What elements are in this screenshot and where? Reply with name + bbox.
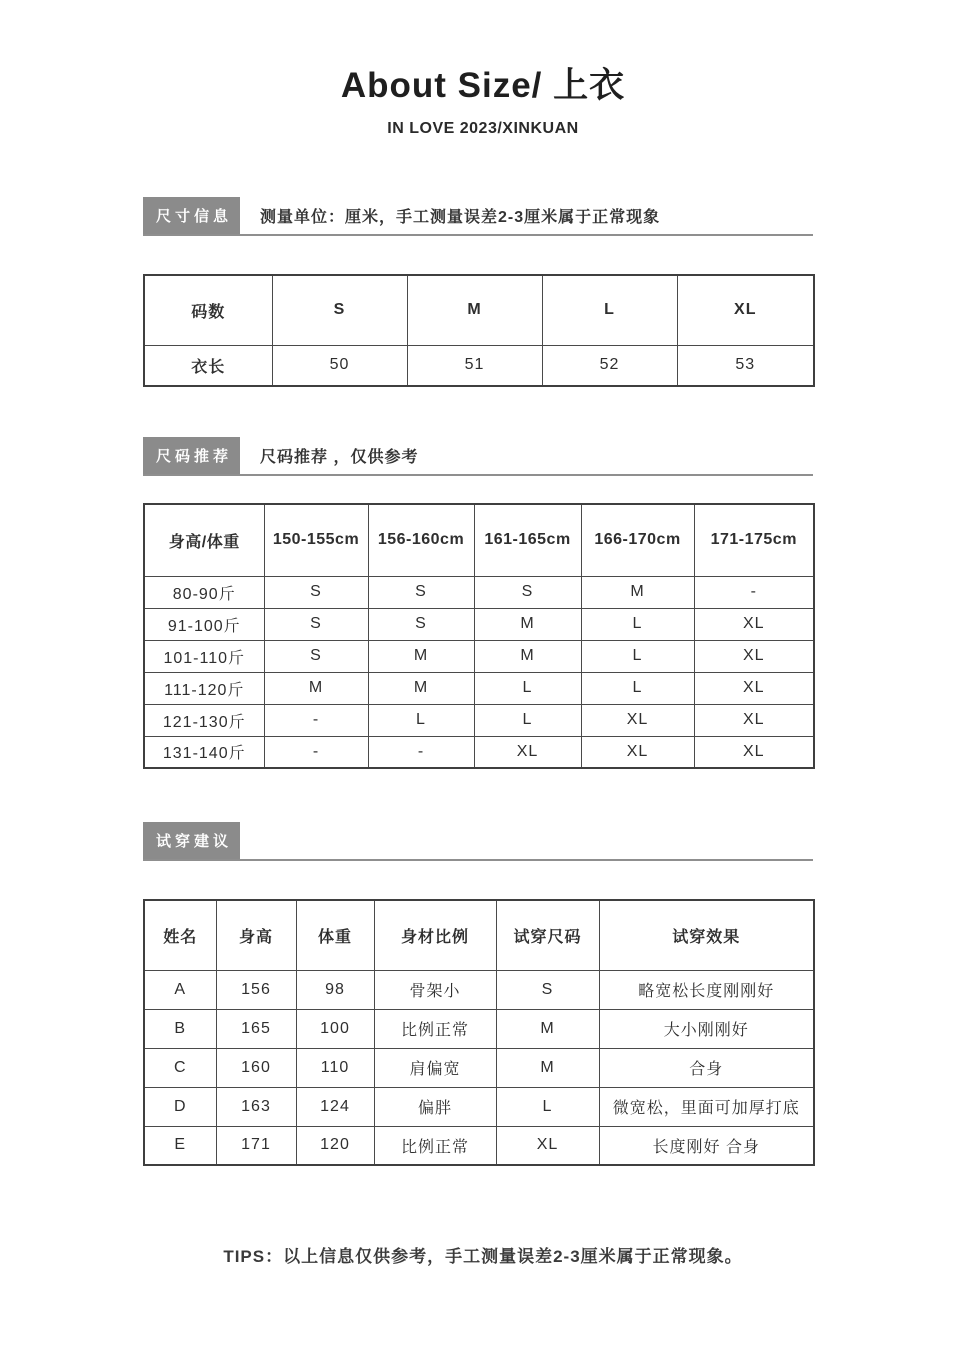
table-cell: S — [264, 576, 368, 608]
table-row — [144, 345, 814, 386]
table-cell: L — [581, 608, 694, 640]
table-cell: 肩偏宽 — [374, 1048, 496, 1087]
table-cell: 53 — [677, 345, 814, 386]
table-cell: M — [496, 1048, 599, 1087]
table-cell: XL — [474, 736, 581, 768]
table-cell: S — [496, 970, 599, 1009]
table-cell: M — [581, 576, 694, 608]
table-cell: 比例正常 — [374, 1126, 496, 1165]
table-cell: M — [496, 1009, 599, 1048]
column-header: S — [272, 275, 407, 345]
table-cell: M — [474, 640, 581, 672]
table-cell: 100 — [296, 1009, 374, 1048]
table-cell: 171 — [216, 1126, 296, 1165]
table-row — [144, 736, 814, 768]
column-header: 试穿尺码 — [496, 900, 599, 970]
size-recommend-note: 尺码推荐 ，仅供参考 — [260, 449, 419, 466]
row-label: 121-130斤 — [144, 704, 264, 736]
table-cell: 长度刚好 合身 — [599, 1126, 814, 1165]
table-cell: - — [264, 704, 368, 736]
header-row — [144, 504, 814, 576]
row-label: B — [144, 1009, 216, 1048]
table-row — [144, 1048, 814, 1087]
size-recommend-table — [143, 503, 815, 769]
table-cell: - — [694, 576, 814, 608]
table-cell: M — [368, 640, 474, 672]
table-cell: 163 — [216, 1087, 296, 1126]
table-cell: XL — [581, 736, 694, 768]
table-row — [144, 1126, 814, 1165]
size-recommend-badge: 尺码推荐 — [143, 437, 240, 474]
table-cell: M — [264, 672, 368, 704]
table-cell: XL — [694, 736, 814, 768]
column-header: 身高 — [216, 900, 296, 970]
table-row — [144, 640, 814, 672]
table-row — [144, 608, 814, 640]
row-label: A — [144, 970, 216, 1009]
table-cell: 156 — [216, 970, 296, 1009]
table-row — [144, 1009, 814, 1048]
column-header: 体重 — [296, 900, 374, 970]
table-cell: 124 — [296, 1087, 374, 1126]
section-fitting-advice — [143, 822, 813, 861]
row-label: 衣长 — [144, 345, 272, 386]
table-cell: XL — [694, 608, 814, 640]
table-cell: L — [474, 672, 581, 704]
table-cell: 骨架小 — [374, 970, 496, 1009]
table-cell: XL — [496, 1126, 599, 1165]
table-row — [144, 576, 814, 608]
table-cell: L — [474, 704, 581, 736]
column-header: 身高/体重 — [144, 504, 264, 576]
column-header: 161-165cm — [474, 504, 581, 576]
table-cell: 51 — [407, 345, 542, 386]
column-header: XL — [677, 275, 814, 345]
content-area — [143, 197, 813, 1166]
table-cell: 略宽松长度刚刚好 — [599, 970, 814, 1009]
header-row — [144, 900, 814, 970]
table-cell: 大小刚刚好 — [599, 1009, 814, 1048]
fitting-report-table — [143, 899, 815, 1166]
table-cell: 偏胖 — [374, 1087, 496, 1126]
table-cell: M — [368, 672, 474, 704]
column-header: 身材比例 — [374, 900, 496, 970]
size-info-badge: 尺寸信息 — [143, 197, 240, 234]
column-header: L — [542, 275, 677, 345]
table-cell: 160 — [216, 1048, 296, 1087]
table-cell: L — [581, 672, 694, 704]
table-cell: 50 — [272, 345, 407, 386]
column-header: 150-155cm — [264, 504, 368, 576]
section-size-recommend — [143, 437, 813, 476]
table-cell: L — [581, 640, 694, 672]
row-label: D — [144, 1087, 216, 1126]
page-subtitle: IN LOVE 2023/XINKUAN — [387, 120, 579, 137]
column-header: 156-160cm — [368, 504, 474, 576]
table-cell: XL — [694, 640, 814, 672]
row-label: C — [144, 1048, 216, 1087]
table-cell: XL — [694, 672, 814, 704]
table-row — [144, 1087, 814, 1126]
section-size-info — [143, 197, 813, 236]
row-label: 80-90斤 — [144, 576, 264, 608]
table-cell: L — [496, 1087, 599, 1126]
header-row — [144, 275, 814, 345]
table-cell: 165 — [216, 1009, 296, 1048]
tips-note: TIPS：以上信息仅供参考，手工测量误差2-3厘米属于正常现象。 — [223, 1247, 743, 1266]
table-cell: 110 — [296, 1048, 374, 1087]
table-cell: - — [368, 736, 474, 768]
table-cell: XL — [581, 704, 694, 736]
table-cell: 比例正常 — [374, 1009, 496, 1048]
column-header: 姓名 — [144, 900, 216, 970]
row-label: 131-140斤 — [144, 736, 264, 768]
table-row — [144, 672, 814, 704]
table-row — [144, 704, 814, 736]
table-cell: 120 — [296, 1126, 374, 1165]
table-cell: S — [368, 576, 474, 608]
row-label: E — [144, 1126, 216, 1165]
table-cell: 98 — [296, 970, 374, 1009]
table-cell: S — [474, 576, 581, 608]
table-row — [144, 970, 814, 1009]
table-cell: XL — [694, 704, 814, 736]
table-cell: M — [474, 608, 581, 640]
column-header: 171-175cm — [694, 504, 814, 576]
table-cell: - — [264, 736, 368, 768]
table-cell: S — [264, 608, 368, 640]
table-cell: S — [264, 640, 368, 672]
table-cell: 微宽松，里面可加厚打底 — [599, 1087, 814, 1126]
fitting-advice-badge: 试穿建议 — [143, 822, 240, 859]
column-header: 码数 — [144, 275, 272, 345]
table-cell: L — [368, 704, 474, 736]
row-label: 111-120斤 — [144, 672, 264, 704]
size-table — [143, 274, 815, 387]
column-header: 166-170cm — [581, 504, 694, 576]
table-cell: 合身 — [599, 1048, 814, 1087]
size-info-note: 测量单位：厘米，手工测量误差2-3厘米属于正常现象 — [260, 209, 661, 226]
column-header: M — [407, 275, 542, 345]
table-cell: S — [368, 608, 474, 640]
table-cell: 52 — [542, 345, 677, 386]
row-label: 91-100斤 — [144, 608, 264, 640]
row-label: 101-110斤 — [144, 640, 264, 672]
size-chart-page — [0, 58, 966, 1345]
column-header: 试穿效果 — [599, 900, 814, 970]
page-title: About Size/ 上衣 — [340, 66, 626, 105]
